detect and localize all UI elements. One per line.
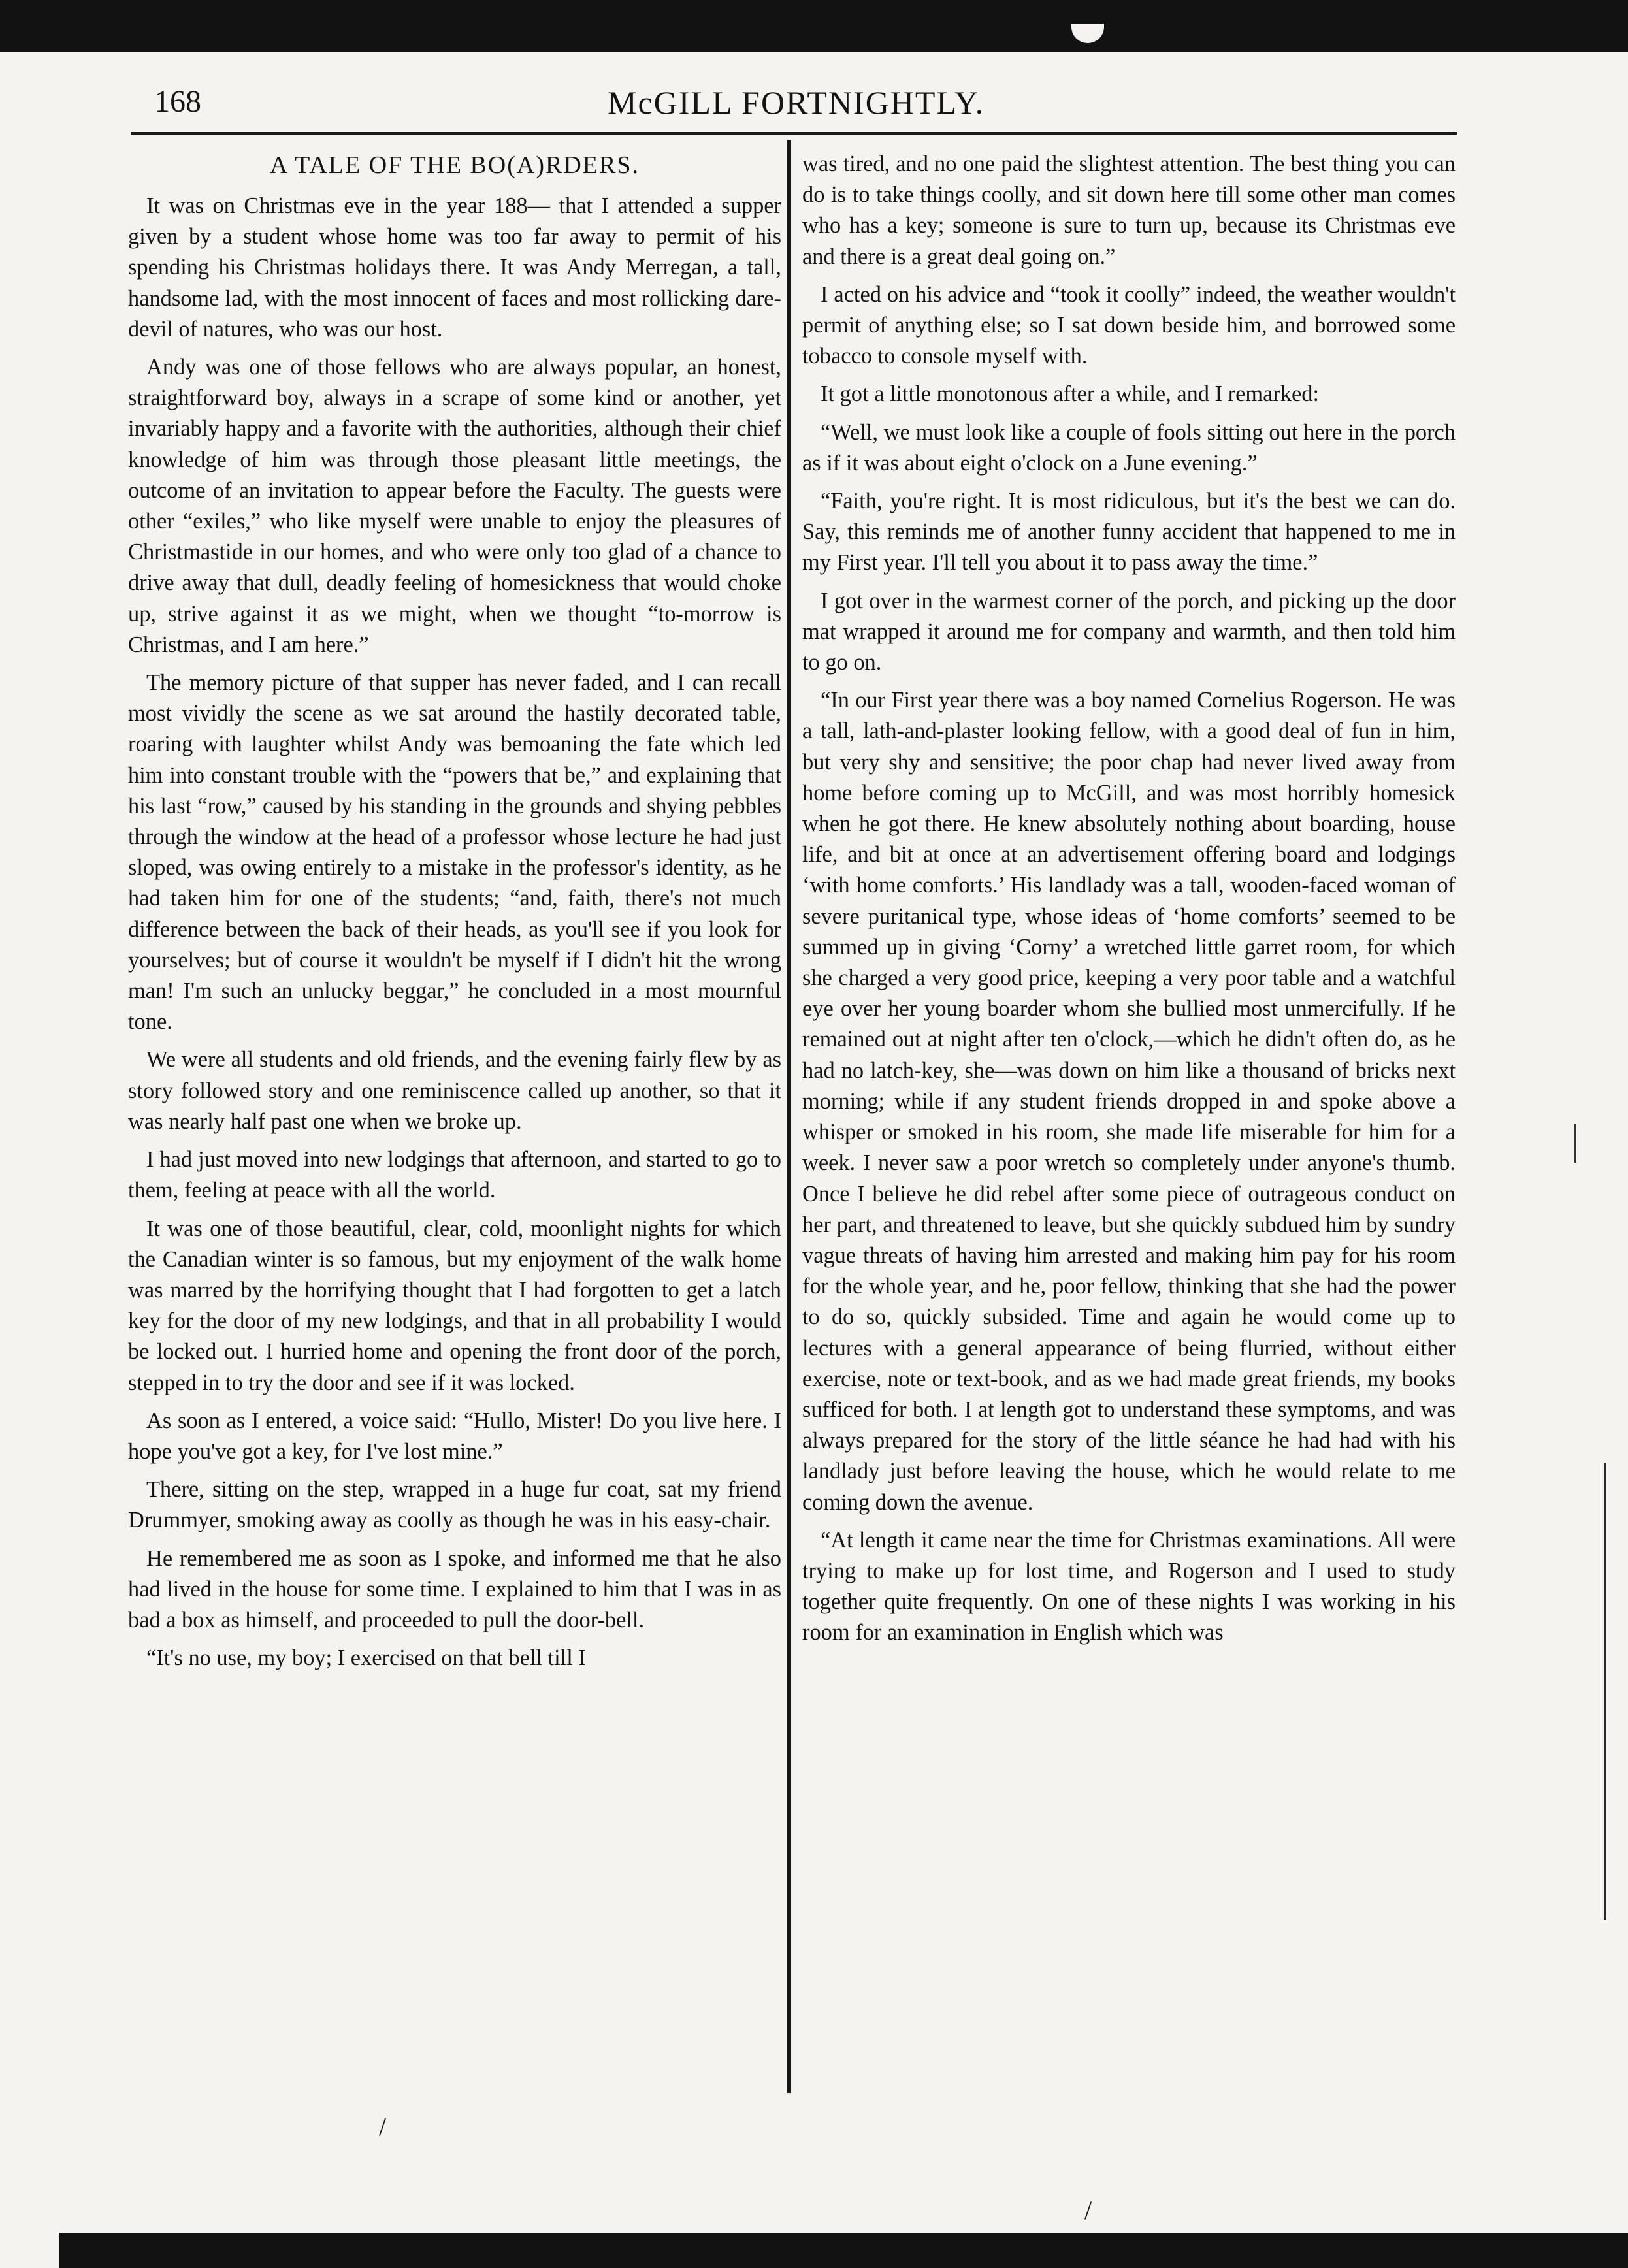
paragraph: I had just moved into new lodgings that afternoon, and started to go to them, feeling at peace with all the world. (128, 1147, 781, 1203)
paragraph: “In our First year there was a boy named Cornelius Rogerson. He was a tall, lath-and-plaster looking fellow, with a good deal of fun in him, but very shy and sensitive; the poor chap had never lived away from home before coming up to McGill, and was most horribly homesick when he got there. He knew absolutely nothing about boarding, house life, and bit at once at an advertisement offering board and lodgings ‘with home comforts.’ His landlady was a tall, wooden-faced woman of severe puritanical type, whose ideas of ‘home comforts’ seemed to be summed up in giving ‘Corny’ a wretched little garret room, for which she charged a very good price, keeping a very poor table and a watchful eye over her young boarder whom she bullied most unmercifully. If he remained out at night after ten o'clock,—which he didn't often do, as he had no latch-key, she—was down on him like a thousand of bricks next morning; while if any student friends dropped in and spoke above a whisper or smoked in his room, she made life miserable for him for a week. I never saw a poor wretch so completely under anyone's thumb. Once I believe he did rebel after some piece of outrageous conduct on her part, and threatened to leave, but she quickly subdued him by sundry vague threats of having him arrested and making him pay for his room for the whole year, and he, poor fellow, thinking that she had the power to do so, quickly subsided. Time and again he would come up to lectures with a general appearance of being flurried, without either exercise, note or text-book, and as we had made great friends, my books sufficed for both. I at length got to understand these symptoms, and was always prepared for the story of the little séance he had had with his landlady just before leaving the house, which he would relate to me coming down the avenue. (802, 688, 1456, 1515)
column-divider (787, 140, 791, 2093)
stray-mark: / (379, 2112, 387, 2141)
bottom-border-rule (59, 2233, 1628, 2268)
paragraph: I got over in the warmest corner of the porch, and picking up the door mat wrapped it around me for company and warmth, and then told him to go on. (802, 588, 1456, 675)
paragraph: “At length it came near the time for Christmas examinations. All were trying to make up for lost time, and Rogerson and I used to study together quite frequently. On one of these nights I was working in his room for an examination in English which was (802, 1527, 1456, 1645)
paragraph: “Well, we must look like a couple of fools sitting out here in the porch as if it was about eight o'clock on a June evening.” (802, 419, 1456, 476)
paragraph: There, sitting on the step, wrapped in a huge fur coat, sat my friend Drummyer, smoking away as coolly as though he was in his easy-chair. (128, 1477, 781, 1533)
margin-mark (1574, 1124, 1576, 1163)
publication-title: McGILL FORTNIGHTLY. (608, 84, 985, 121)
margin-binding-mark (1604, 1463, 1606, 1920)
paragraph: I acted on his advice and “took it coolly” indeed, the weather wouldn't permit of anything else; so I sat down beside him, and borrowed some tobacco to console myself with. (802, 282, 1456, 369)
paragraph: It was on Christmas eve in the year 188— that I attended a supper given by a student whose home was too far away to permit of his spending his Christmas holidays there. It was Andy Merregan, a tall, handsome lad, with the most innocent of faces and most rollicking dare-devil of natures, who was our host. (128, 193, 781, 342)
paragraph: Andy was one of those fellows who are always popular, an honest, straightforward boy, always in a scrape of some kind or another, yet invariably happy and a favorite with the authorities, although their chief knowledge of him was through those pleasant little meetings, the outcome of an invitation to appear before the Faculty. The guests were other “exiles,” who like myself were unable to enjoy the pleasures of Christmastide in our homes, and who were only too glad of a chance to drive away that dull, deadly feeling of homesickness that would choke up, strive against it as we might, when we thought “to-morrow is Christmas, and I am here.” (128, 355, 781, 657)
paragraph: As soon as I entered, a voice said: “Hullo, Mister! Do you live here. I hope you've got a key, for I've lost mine.” (128, 1408, 781, 1464)
paragraph: He remembered me as soon as I spoke, and informed me that he also had lived in the house for some time. I explained to him that I was in as bad a box as himself, and proceeded to pull the door-bell. (128, 1546, 781, 1632)
article-title: A TALE OF THE BO(A)RDERS. (270, 152, 640, 179)
paragraph: “Faith, you're right. It is most ridiculous, but it's the best we can do. Say, this reminds me of another funny accident that happened to me in my First year. I'll tell you about it to pass away the time.” (802, 489, 1456, 575)
paragraph: It got a little monotonous after a while, and I remarked: (821, 381, 1320, 407)
paragraph: The memory picture of that supper has never faded, and I can recall most vividly the scene as we sat around the hastily decorated table, roaring with laughter whilst Andy was bemoaning the fate which led him into constant trouble with the “powers that be,” and explaining that his last “row,” caused by his standing in the grounds and shying pebbles through the window at the head of a professor whose lecture he had just sloped, was owing entirely to a mistake in the professor's identity, as he had taken him for one of the students; “and, faith, there's not much difference between the back of their heads, as you'll see if you look for yourselves; but of course it wouldn't be myself if I didn't hit the wrong man! I'm such an unlucky beggar,” he concluded in a most mournful tone. (128, 670, 781, 1035)
left-column (128, 149, 781, 1681)
top-border-rule (0, 0, 1628, 52)
right-column (802, 149, 1456, 1656)
paragraph: “It's no use, my boy; I exercised on that bell till I (146, 1645, 586, 1671)
page-number: 168 (154, 84, 201, 119)
stray-mark: / (1084, 2195, 1092, 2225)
paragraph: We were all students and old friends, and the evening fairly flew by as story followed story and one reminiscence called up another, so that it was nearly half past one when we broke up. (128, 1047, 781, 1134)
paragraph: It was one of those beautiful, clear, cold, moonlight nights for which the Canadian winter is so famous, but my enjoyment of the walk home was marred by the horrifying thought that I had forgotten to get a latch key for the door of my new lodgings, and that in all probability I would be locked out. I hurried home and opening the front door of the porch, stepped in to try the door and see if it was locked. (128, 1216, 781, 1395)
header-rule (131, 132, 1457, 135)
paragraph-continuation: was tired, and no one paid the slightest attention. The best thing you can do is to take things coolly, and sit down here till some other man comes who has a key; someone is sure to turn up, because its Christmas eve and there is a great deal going on.” (802, 152, 1456, 269)
